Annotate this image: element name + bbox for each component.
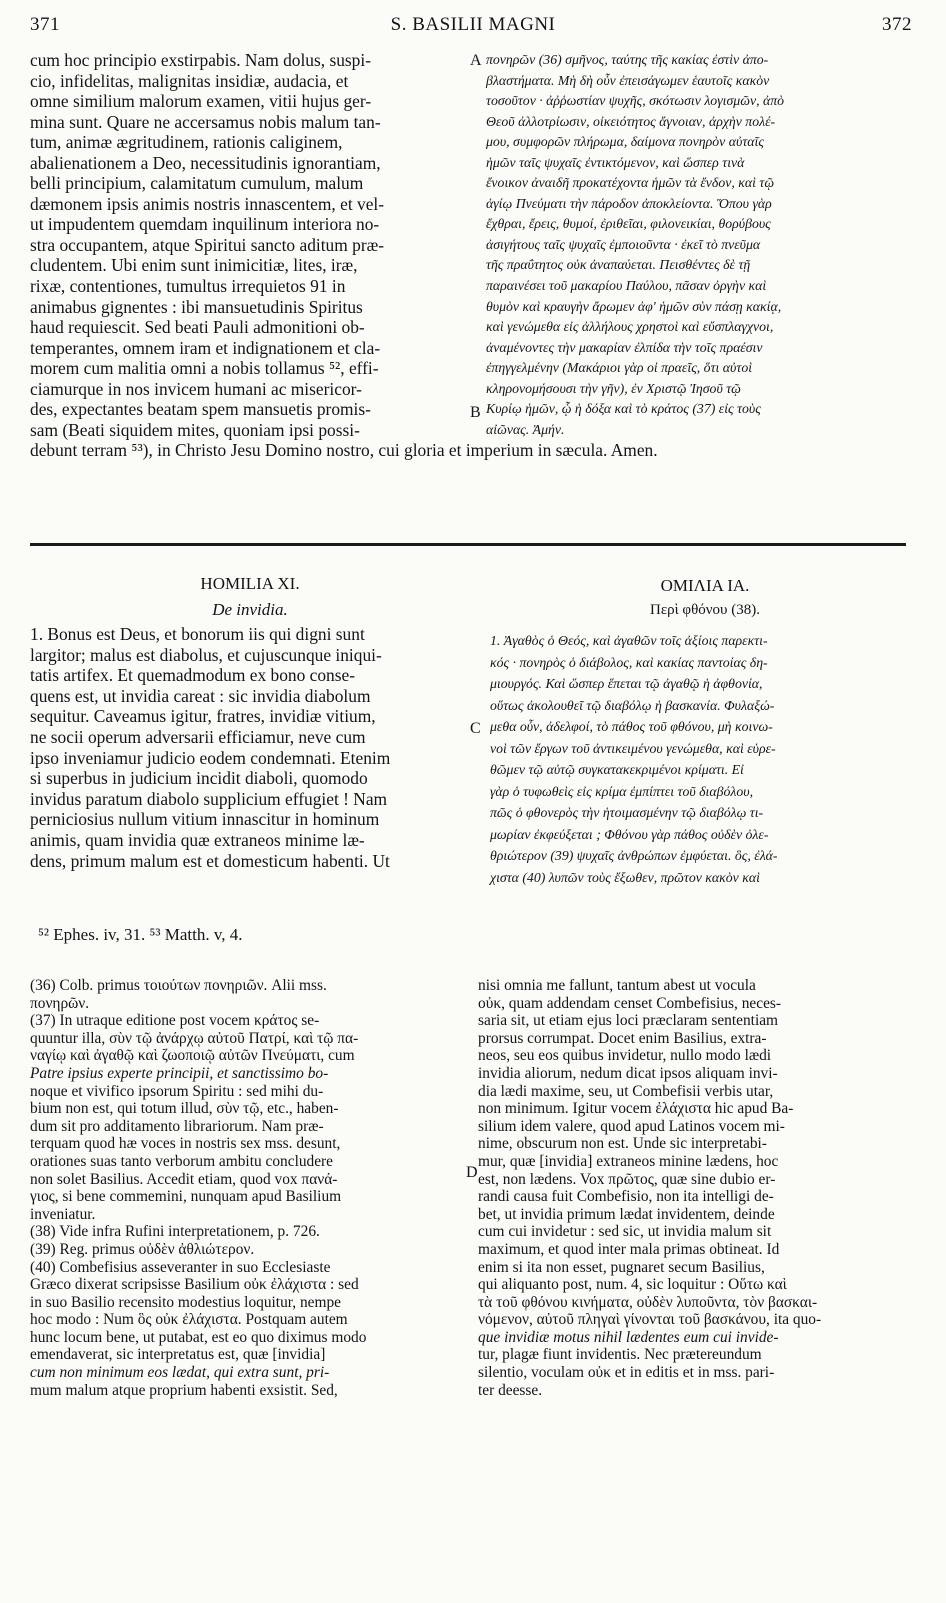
- homily-title-greek: ΟΜΙΛΙΑ ΙΑ.: [660, 576, 750, 595]
- note-line: ter deesse.: [478, 1381, 543, 1399]
- greek-line: μωρίαν ἐκφεύξεται ; Φθόνου γὰρ πάθος οὐδὲν ὀλε-: [490, 826, 769, 842]
- greek-line: ἡμῶν ταῖς ψυχαῖς ἐντικτόμενον, καὶ ὥσπερ τινὰ: [486, 154, 745, 170]
- text-line: des, expectantes beatam spem mansuetis promis-: [30, 399, 371, 420]
- note-line: invidia aliorum, nedum dicat ipsos aliquam invi-: [478, 1064, 778, 1082]
- note-line: πονηρῶν.: [30, 994, 90, 1012]
- note-line: tur, plagæ fiunt invidentis. Nec prætereundum: [478, 1346, 762, 1364]
- greek-line: βλαστήματα. Μὴ δὴ οὖν ἐπεισάγωμεν ἑαυτοῖς κακὸν: [486, 72, 770, 88]
- note-line: νόμενον, αὐτοῦ πληγαὶ γίνονται τοῦ βασκάνου, ita quo-: [478, 1311, 822, 1329]
- note-line: in suo Basilio recensito modestius loquitur, nempe: [30, 1293, 342, 1311]
- margin-marker-d: D: [466, 1164, 478, 1181]
- greek-line: μου, συμφορῶν πλήρωμα, δαίμονα πονηρὸν αὐταῖς: [486, 134, 764, 150]
- text-line: haud requiescit. Sed beati Pauli admonitioni ob-: [30, 317, 365, 338]
- note-line: (38) Vide infra Rufini interpretationem, p. 726.: [30, 1223, 320, 1241]
- homily-subtitle-greek: Περὶ φθόνου (38).: [650, 602, 760, 618]
- text-line-full-width: debunt terram ⁵³), in Christo Jesu Domino nostro, cui gloria et imperium in sæcula. Amen.: [30, 440, 658, 461]
- top-greek-column: [486, 50, 926, 440]
- greek-line: μιουργός. Καὶ ὥσπερ ἕπεται τῷ ἀγαθῷ ἡ ἀφθονία,: [490, 676, 763, 691]
- note-line: emendaverat, sic interpretatus est, quæ [invidia]: [30, 1346, 326, 1364]
- page-number-right: 372: [882, 14, 912, 35]
- text-line: ciamurque in nos invicem humani ac misericor-: [30, 378, 362, 399]
- margin-marker-a: A: [470, 52, 482, 69]
- note-line: bet, ut invidia primum lædat invidentem, deinde: [478, 1205, 775, 1223]
- note-line: saria sit, ut etiam ejus loci præclaram sententiam: [478, 1012, 779, 1030]
- note-line: cum non minimum eos lædat, qui extra sunt, pri-: [30, 1364, 330, 1382]
- greek-line: θυμὸν καὶ κραυγὴν ἄρωμεν ἀφ' ἡμῶν σὺν πάσῃ κακίᾳ,: [486, 298, 782, 314]
- greek-line: τοσοῦτον · ἀῤῥωστίαν ψυχῆς, σκότωσιν λογισμῶν, ἀπὸ: [486, 93, 785, 109]
- greek-line: θῶμεν τῷ αὐτῷ συγκατακεκριμένοι κρίματι. Εἰ: [490, 762, 744, 777]
- text-line: si superbus in judicium incidit diaboli, quomodo: [30, 768, 368, 789]
- text-line: cum hoc principio exstirpabis. Nam dolus, suspi-: [30, 50, 372, 70]
- note-line: non minimum. Igitur vocem ἐλάχιστα hic apud Ba-: [478, 1100, 794, 1118]
- scripture-references: ⁵² Ephes. iv, 31. ⁵³ Matth. v, 4.: [38, 925, 243, 944]
- note-line: orationes suas tanto verborum ambitu concludere: [30, 1152, 334, 1170]
- note-line: neos, seu eos quibus invidetur, nullo modo lædi: [478, 1047, 772, 1065]
- body-greek-column: [490, 630, 920, 888]
- text-line: tatis artifex. Et quemadmodum ex bono conse-: [30, 665, 356, 686]
- text-line: dæmonem ipsis animis nostris innascentem, et vel-: [30, 193, 385, 214]
- note-line: (40) Combefisius asseveranter in suo Ecclesiaste: [30, 1258, 331, 1276]
- note-line: silentio, voculam οὐκ et in editis et in mss. pari-: [478, 1364, 775, 1382]
- greek-line: κληρονομήσουσι τὴν γῆν), ἐν Χριστῷ Ἰησοῦ τῷ: [486, 380, 741, 396]
- greek-line: μεθα οὖν, ἀδελφοί, τὸ πάθος τοῦ φθόνου, μὴ κοινω-: [490, 719, 773, 734]
- text-line: ipso inveniamur judicio eodem condemnati. Etenim: [30, 747, 391, 768]
- greek-line: παραινέσει τοῦ μακαρίου Παύλου, πᾶσαν ὀργὴν καὶ: [486, 278, 767, 294]
- greek-line: ἁγίῳ Πνεύματι τὴν πάροδον ἀποκλείοντα. Ὅπου γὰρ: [486, 195, 772, 211]
- greek-line: ἐπηγγελμένην (Μακάριοι γὰρ οἱ πραεῖς, ὅτι αὐτοὶ: [486, 360, 753, 376]
- text-line: largitor; malus est diabolus, et cujuscunque iniqui-: [30, 644, 382, 665]
- notes-left-column: [30, 977, 470, 1399]
- text-line: cludentem. Ubi enim sunt inimicitiæ, lites, iræ,: [30, 255, 358, 276]
- greek-line: θριώτερον (39) ψυχαῖς ἀνθρώπων ἐμφύεται. ὃς, ἐλά-: [490, 848, 778, 863]
- greek-line: Θεοῦ ἀλλοτρίωσιν, οἰκειότητος ἄγνοιαν, ἀρχὴν πολέ-: [486, 113, 776, 129]
- note-line: cum cui invidetur : sed sic, ut invidia malum sit: [478, 1223, 772, 1241]
- note-line: (37) In utraque editione post vocem κράτος se-: [30, 1012, 320, 1030]
- greek-line: νοὶ τῶν ἔργων τοῦ ἀντικειμένου γενώμεθα, καὶ εὑρε-: [490, 740, 776, 756]
- note-line: mur, quæ [invidia] extraneos minine lædens, hoc: [478, 1152, 779, 1170]
- page-number-left: 371: [30, 14, 60, 35]
- note-line: silium idem valere, quod apud Latinos vocem mi-: [478, 1117, 785, 1135]
- text-line: cio, infidelitas, malignitas insidiæ, audacia, et: [30, 70, 349, 91]
- homily-subtitle-latin: De invidia.: [212, 600, 288, 619]
- note-line: hunc locum bene, ut putabat, est eo quo diximus modo: [30, 1328, 367, 1346]
- homily-title-latin: HOMILIA XI.: [200, 574, 300, 593]
- greek-line: ἀσιγήτους ταῖς ψυχαῖς ἐμποιοῦντα · ἐκεῖ τὸ πνεῦμα: [486, 236, 761, 252]
- text-line: omne similium malorum examen, vitii hujus ger-: [30, 91, 372, 112]
- text-line: tum, animæ ægritudinem, rationis caliginem,: [30, 132, 343, 153]
- text-line: dens, primum malum est et domesticum habenti. Ut: [30, 850, 390, 871]
- text-line: sequitur. Caveamus igitur, fratres, invidiæ vitium,: [30, 706, 376, 727]
- text-line: 1. Bonus est Deus, et bonorum iis qui digni sunt: [30, 624, 365, 644]
- note-line: οὐκ, quam addendam censet Combefisius, neces-: [478, 994, 782, 1012]
- greek-line: καὶ γενώμεθα εἰς ἀλλήλους χρηστοὶ καὶ εὔσπλαγχνοι,: [486, 319, 774, 335]
- note-line: non solet Basilius. Accedit etiam, quod vox πανά-: [30, 1170, 338, 1188]
- note-line: Patre ipsius experte principii, et sanctissimo bo-: [30, 1064, 329, 1082]
- note-line: γιος, si bene commemini, nunquam apud Basilium: [30, 1188, 342, 1206]
- notes-right-column: [478, 977, 908, 1399]
- note-line: maximum, et quod inter mala primas obtineat. Id: [478, 1240, 780, 1258]
- note-line: enim si ita non esset, pugnaret secum Basilius,: [478, 1258, 765, 1276]
- greek-line: τῆς πραΰτητος οὐκ ἀναπαύεται. Πεισθέντες δὲ τῇ: [486, 257, 751, 273]
- text-line: mina sunt. Quare ne accersamus nobis malum tan-: [30, 111, 381, 132]
- note-line: que invidiæ motus nihil lædentes eum cui invide-: [478, 1328, 779, 1346]
- note-line: Græco dixerat scripsisse Basilium οὐκ ἐλάχιστα : sed: [30, 1276, 359, 1294]
- greek-line: 1. Ἀγαθὸς ὁ Θεός, καὶ ἀγαθῶν τοῖς ἀξίοις παρεκτι-: [490, 633, 768, 648]
- note-line: (36) Colb. primus τοιούτων πονηριῶν. Alii mss.: [30, 977, 327, 994]
- greek-line: πονηρῶν (36) σμῆνος, ταύτης τῆς κακίας ἐστὶν ἀπο-: [486, 52, 769, 67]
- note-line: nisi omnia me fallunt, tantum abest ut vocula: [478, 977, 756, 994]
- text-line: belli principium, calamitatum cumulum, malum: [30, 173, 364, 194]
- text-line: perniciosius nullum vitium innascitur in hominum: [30, 809, 380, 830]
- note-line: dia lædi maxime, seu, ut Combefisii verbis utar,: [478, 1082, 774, 1100]
- text-line: animis, quam invidia quæ extraneos minime læ-: [30, 829, 365, 850]
- note-line: dum sit pro additamento librariorum. Nam præ-: [30, 1117, 324, 1135]
- note-line: quuntur illa, σὺν τῷ ἀνάρχῳ αὐτοῦ Πατρί, καὶ τῷ πα-: [30, 1029, 359, 1047]
- text-line: animabus gignentes : ibi mansuetudinis Spiritus: [30, 296, 363, 317]
- note-line: randi causa fuit Combefisio, non ita intelligi de-: [478, 1188, 774, 1206]
- greek-line: οὕτως ἀκολουθεῖ τῷ διαβόλῳ ἡ βασκανία. Φυλαξώ-: [490, 697, 775, 713]
- greek-line: ἔχθραι, ἔρεις, θυμοί, ἐριθεῖαι, φιλονεικίαι, θορύβους: [486, 216, 771, 232]
- note-line: qui aliquanto post, num. 4, sic loquitur : Οὕτω καὶ: [478, 1276, 787, 1294]
- greek-line: αἰῶνας. Ἀμήν.: [486, 421, 565, 437]
- text-line: quens est, ut invidia careat : sic invidia diabolum: [30, 685, 371, 706]
- note-line: prorsus corrumpat. Docet enim Basilius, extra-: [478, 1029, 767, 1047]
- note-line: bium non est, qui totum illud, σὺν τῷ, etc., haben-: [30, 1100, 339, 1118]
- note-line: mum malum atque proprium habenti exsistit. Sed,: [30, 1381, 338, 1399]
- text-line: stra occupantem, atque Spiritui sancto aditum præ-: [30, 234, 385, 255]
- text-line: temperantes, omnem iram et indignationem et cla-: [30, 337, 381, 358]
- greek-line: γὰρ ὁ τυφωθεὶς εἰς κρίμα ἐμπίπτει τοῦ διαβόλου,: [490, 783, 754, 799]
- margin-marker-c: C: [470, 720, 481, 737]
- text-line: rixæ, contentiones, tumultus irrequietos 91 in: [30, 276, 346, 297]
- note-line: (39) Reg. primus οὐδὲν ἀθλιώτερον.: [30, 1240, 255, 1258]
- greek-line: ἔνοικον ἀναιδῆ προκατέχοντα ἡμῶν τὰ ἔνδον, καὶ τῷ: [486, 175, 775, 191]
- note-line: ναγίῳ καὶ ἀγαθῷ καὶ ζωοποιῷ αὐτῶν Πνεύματι, cum: [30, 1047, 355, 1065]
- running-title: S. BASILII MAGNI: [390, 14, 556, 35]
- greek-line: ἀναμένοντες τὴν μακαρίαν ἐλπίδα τὴν τοῖς πραέσιν: [486, 339, 763, 355]
- margin-marker-b: B: [470, 404, 481, 421]
- note-line: inveniatur.: [30, 1205, 96, 1223]
- text-line: ut impudentem quemdam inquilinum interiora no-: [30, 214, 380, 235]
- greek-line: κός · πονηρὸς ὁ διάβολος, καὶ κακίας παντοίας δη-: [490, 654, 768, 670]
- note-line: hoc modo : Num ὃς οὐκ ἐλάχιστα. Postquam autem: [30, 1311, 348, 1329]
- note-line: terquam quod hæ voces in nostris sex mss. desunt,: [30, 1135, 341, 1153]
- note-line: τὰ τοῦ φθόνου κινήματα, οὐδὲν λυποῦντα, τὸν βασκαι-: [478, 1293, 818, 1311]
- greek-line: χιστα (40) λυπῶν τοὺς ἔξωθεν, πρῶτον κακὸν καὶ: [490, 869, 760, 885]
- text-line: invidus paratum diabolo supplicium effugiet ! Nam: [30, 788, 388, 809]
- text-line: abalienationem a Deo, necessitudinis ignorantiam,: [30, 152, 381, 173]
- text-line: sam (Beati siquidem mites, quoniam ipsi possi-: [30, 419, 360, 440]
- greek-line: Κυρίῳ ἡμῶν, ᾧ ἡ δόξα καὶ τὸ κράτος (37) εἰς τοὺς: [486, 401, 761, 417]
- body-latin-column: [30, 624, 470, 871]
- note-line: est, non lædens. Vox πρῶτος, quæ sine dubio er-: [478, 1170, 776, 1188]
- note-line: nime, obscurum non est. Unde sic interpretabi-: [478, 1135, 767, 1153]
- greek-line: πῶς ὁ φθονερὸς τὴν ἡτοιμασμένην τῷ διαβόλῳ τι-: [490, 805, 764, 820]
- text-line: morem cum malitia omni a nobis tollamus ⁵², effi-: [30, 358, 379, 379]
- text-line: ne socii operum adversarii efficiamur, neve cum: [30, 726, 366, 747]
- note-line: noque et vivifico ipsorum Spiritu : sed mihi du-: [30, 1082, 324, 1100]
- section-divider: [30, 543, 906, 546]
